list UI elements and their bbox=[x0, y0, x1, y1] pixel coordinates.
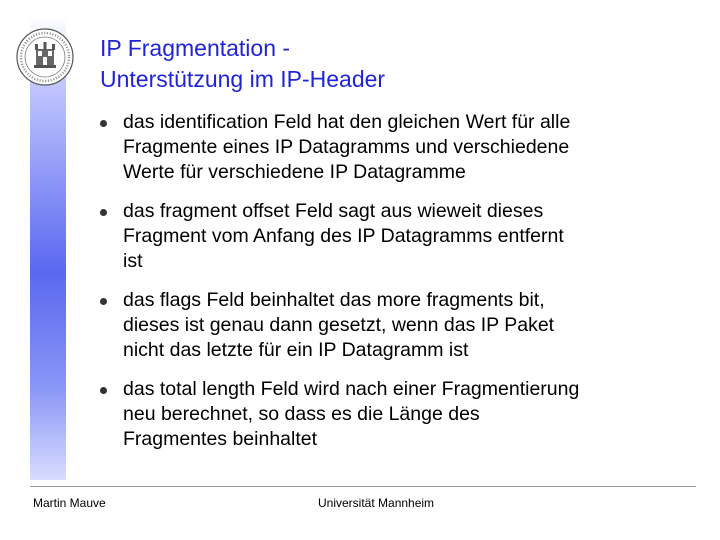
bullet-text-line: das fragment offset Feld sagt aus wieweit dieses bbox=[123, 200, 544, 222]
title-line: Unterstützung im IP-Header bbox=[100, 66, 386, 92]
bullet-text-line: Fragmente eines IP Datagramms und verschiedene bbox=[123, 136, 570, 158]
bullet-text-line: neu berechnet, so dass es die Länge des bbox=[123, 403, 480, 425]
footer-institution: Universität Mannheim bbox=[318, 496, 435, 510]
bullet-text-line: das total length Feld wird nach einer Fragmentierung bbox=[123, 378, 580, 400]
bullet-dot-icon bbox=[100, 387, 107, 394]
title-line: IP Fragmentation - bbox=[100, 35, 291, 61]
bullet-item bbox=[100, 377, 700, 452]
side-accent-bar bbox=[30, 18, 66, 480]
bullet-text-line: dieses ist genau dann gesetzt, wenn das IP Paket bbox=[123, 314, 555, 336]
bullet-item bbox=[100, 199, 700, 274]
footer-divider bbox=[30, 486, 696, 487]
footer-author: Martin Mauve bbox=[33, 496, 106, 510]
bullet-item bbox=[100, 288, 700, 363]
bullet-item bbox=[100, 110, 700, 185]
bullet-list bbox=[100, 110, 700, 466]
bullet-text-line: ist bbox=[123, 250, 143, 272]
bullet-text-line: Fragmentes beinhaltet bbox=[123, 428, 318, 450]
slide-title bbox=[100, 33, 700, 95]
bullet-dot-icon bbox=[100, 298, 107, 305]
bullet-text-line: Werte für verschiedene IP Datagramme bbox=[123, 161, 466, 183]
university-seal-icon bbox=[15, 27, 75, 87]
bullet-dot-icon bbox=[100, 209, 107, 216]
bullet-text-line: Fragment vom Anfang des IP Datagramms entfernt bbox=[123, 225, 564, 247]
bullet-text-line: das identification Feld hat den gleichen Wert für alle bbox=[123, 111, 571, 133]
bullet-text-line: nicht das letzte für ein IP Datagramm ist bbox=[123, 339, 469, 361]
bullet-text-line: das flags Feld beinhaltet das more fragments bit, bbox=[123, 289, 545, 311]
bullet-dot-icon bbox=[100, 120, 107, 127]
